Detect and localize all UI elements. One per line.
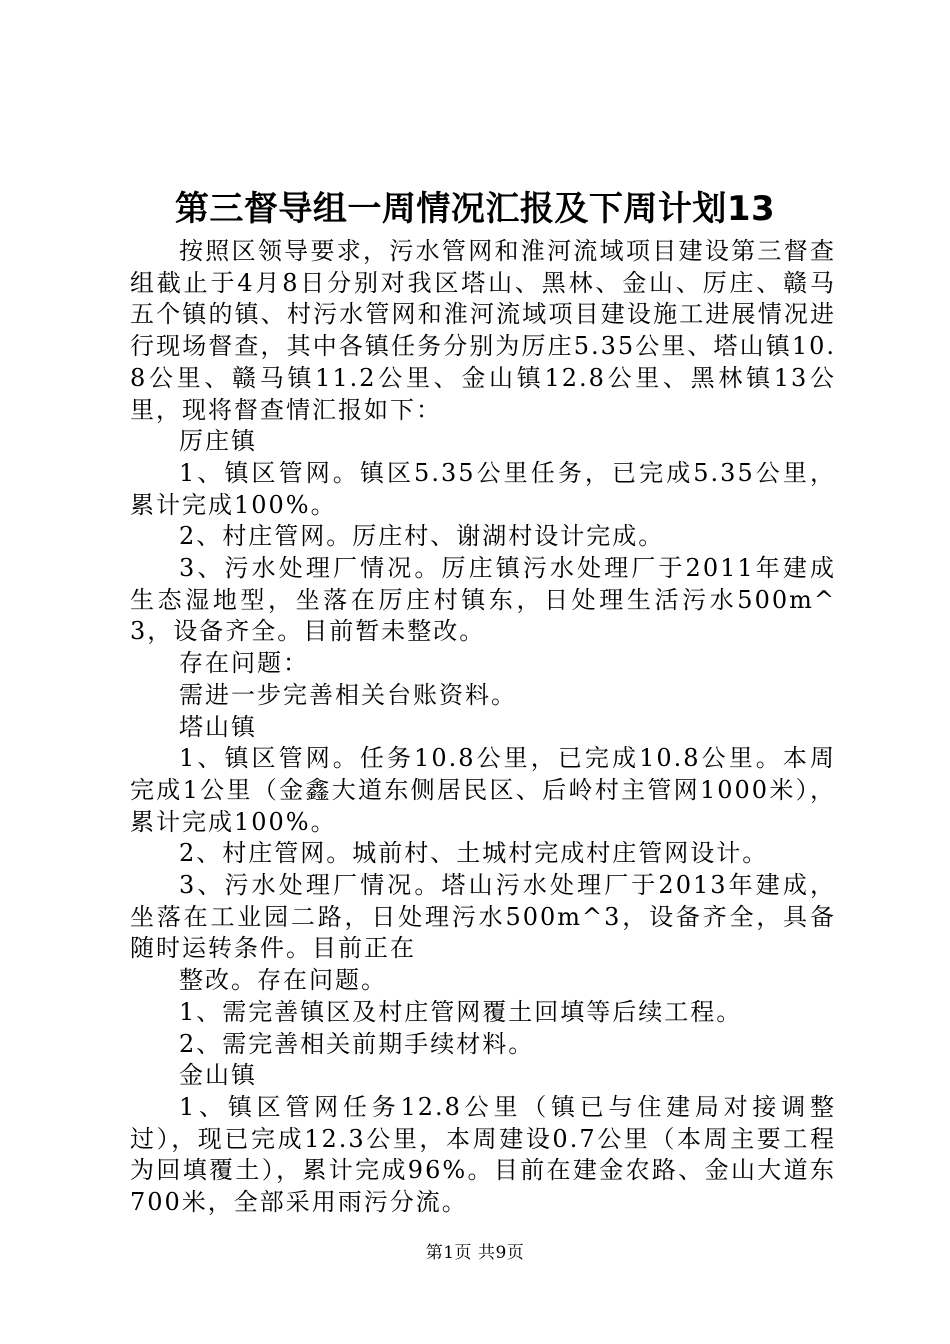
paragraph-lizhuang-town-network: 1、镇区管网。镇区5.35公里任务，已完成5.35公里，累计完成100%。 bbox=[130, 458, 836, 519]
paragraph-lizhuang-issues-label: 存在问题： bbox=[179, 649, 309, 678]
paragraph-intro: 按照区领导要求，污水管网和淮河流域项目建设第三督查组截止于4月8日分别对我区塔山、黑林、金山、厉庄、赣马五个镇的镇、村污水管网和淮河流域项目建设施工进展情况进行现场督查，其中各镇任务分别为厉庄5.35公里、塔山镇10.8公里、赣马镇11.2公里、金山镇12.8公里、黑林镇13公里，现将督查情汇报如下： bbox=[130, 237, 836, 424]
section-heading-jinshan: 金山镇 bbox=[179, 1061, 257, 1090]
paragraph-tashan-issue-1: 1、需完善镇区及村庄管网覆土回填等后续工程。 bbox=[179, 997, 743, 1026]
page-number-footer: 第1页 共9页 bbox=[425, 1243, 525, 1263]
paragraph-lizhuang-issues: 需进一步完善相关台账资料。 bbox=[179, 680, 517, 709]
paragraph-lizhuang-village-network: 2、村庄管网。厉庄村、谢湖村设计完成。 bbox=[179, 522, 665, 551]
paragraph-tashan-issues-label: 整改。存在问题。 bbox=[179, 966, 387, 995]
section-heading-lizhuang: 厉庄镇 bbox=[179, 427, 257, 456]
section-heading-tashan: 塔山镇 bbox=[179, 712, 257, 741]
paragraph-tashan-town-network: 1、镇区管网。任务10.8公里，已完成10.8公里。本周完成1公里（金鑫大道东侧居民区、后岭村主管网1000米），累计完成100%。 bbox=[130, 744, 836, 836]
paragraph-jinshan-town-network: 1、镇区管网任务12.8公里（镇已与住建局对接调整过），现已完成12.3公里，本周建设0.7公里（本周主要工程为回填覆土），累计完成96%。目前在建金农路、金山大道东700米，全部采用雨污分流。 bbox=[130, 1092, 836, 1217]
paragraph-tashan-issue-2: 2、需完善相关前期手续材料。 bbox=[179, 1029, 535, 1058]
paragraph-tashan-village-network: 2、村庄管网。城前村、土城村完成村庄管网设计。 bbox=[179, 839, 769, 868]
document-title: 第三督导组一周情况汇报及下周计划13 bbox=[174, 189, 776, 229]
paragraph-lizhuang-treatment-plant: 3、污水处理厂情况。厉庄镇污水处理厂于2011年建成生态湿地型，坐落在厉庄村镇东，日处理生活污水500m^3，设备齐全。目前暂未整改。 bbox=[130, 554, 836, 646]
document-body bbox=[130, 236, 836, 1219]
paragraph-tashan-treatment-plant: 3、污水处理厂情况。塔山污水处理厂于2013年建成，坐落在工业园二路，日处理污水500m^3，设备齐全，具备随时运转条件。目前正在 bbox=[130, 871, 836, 963]
